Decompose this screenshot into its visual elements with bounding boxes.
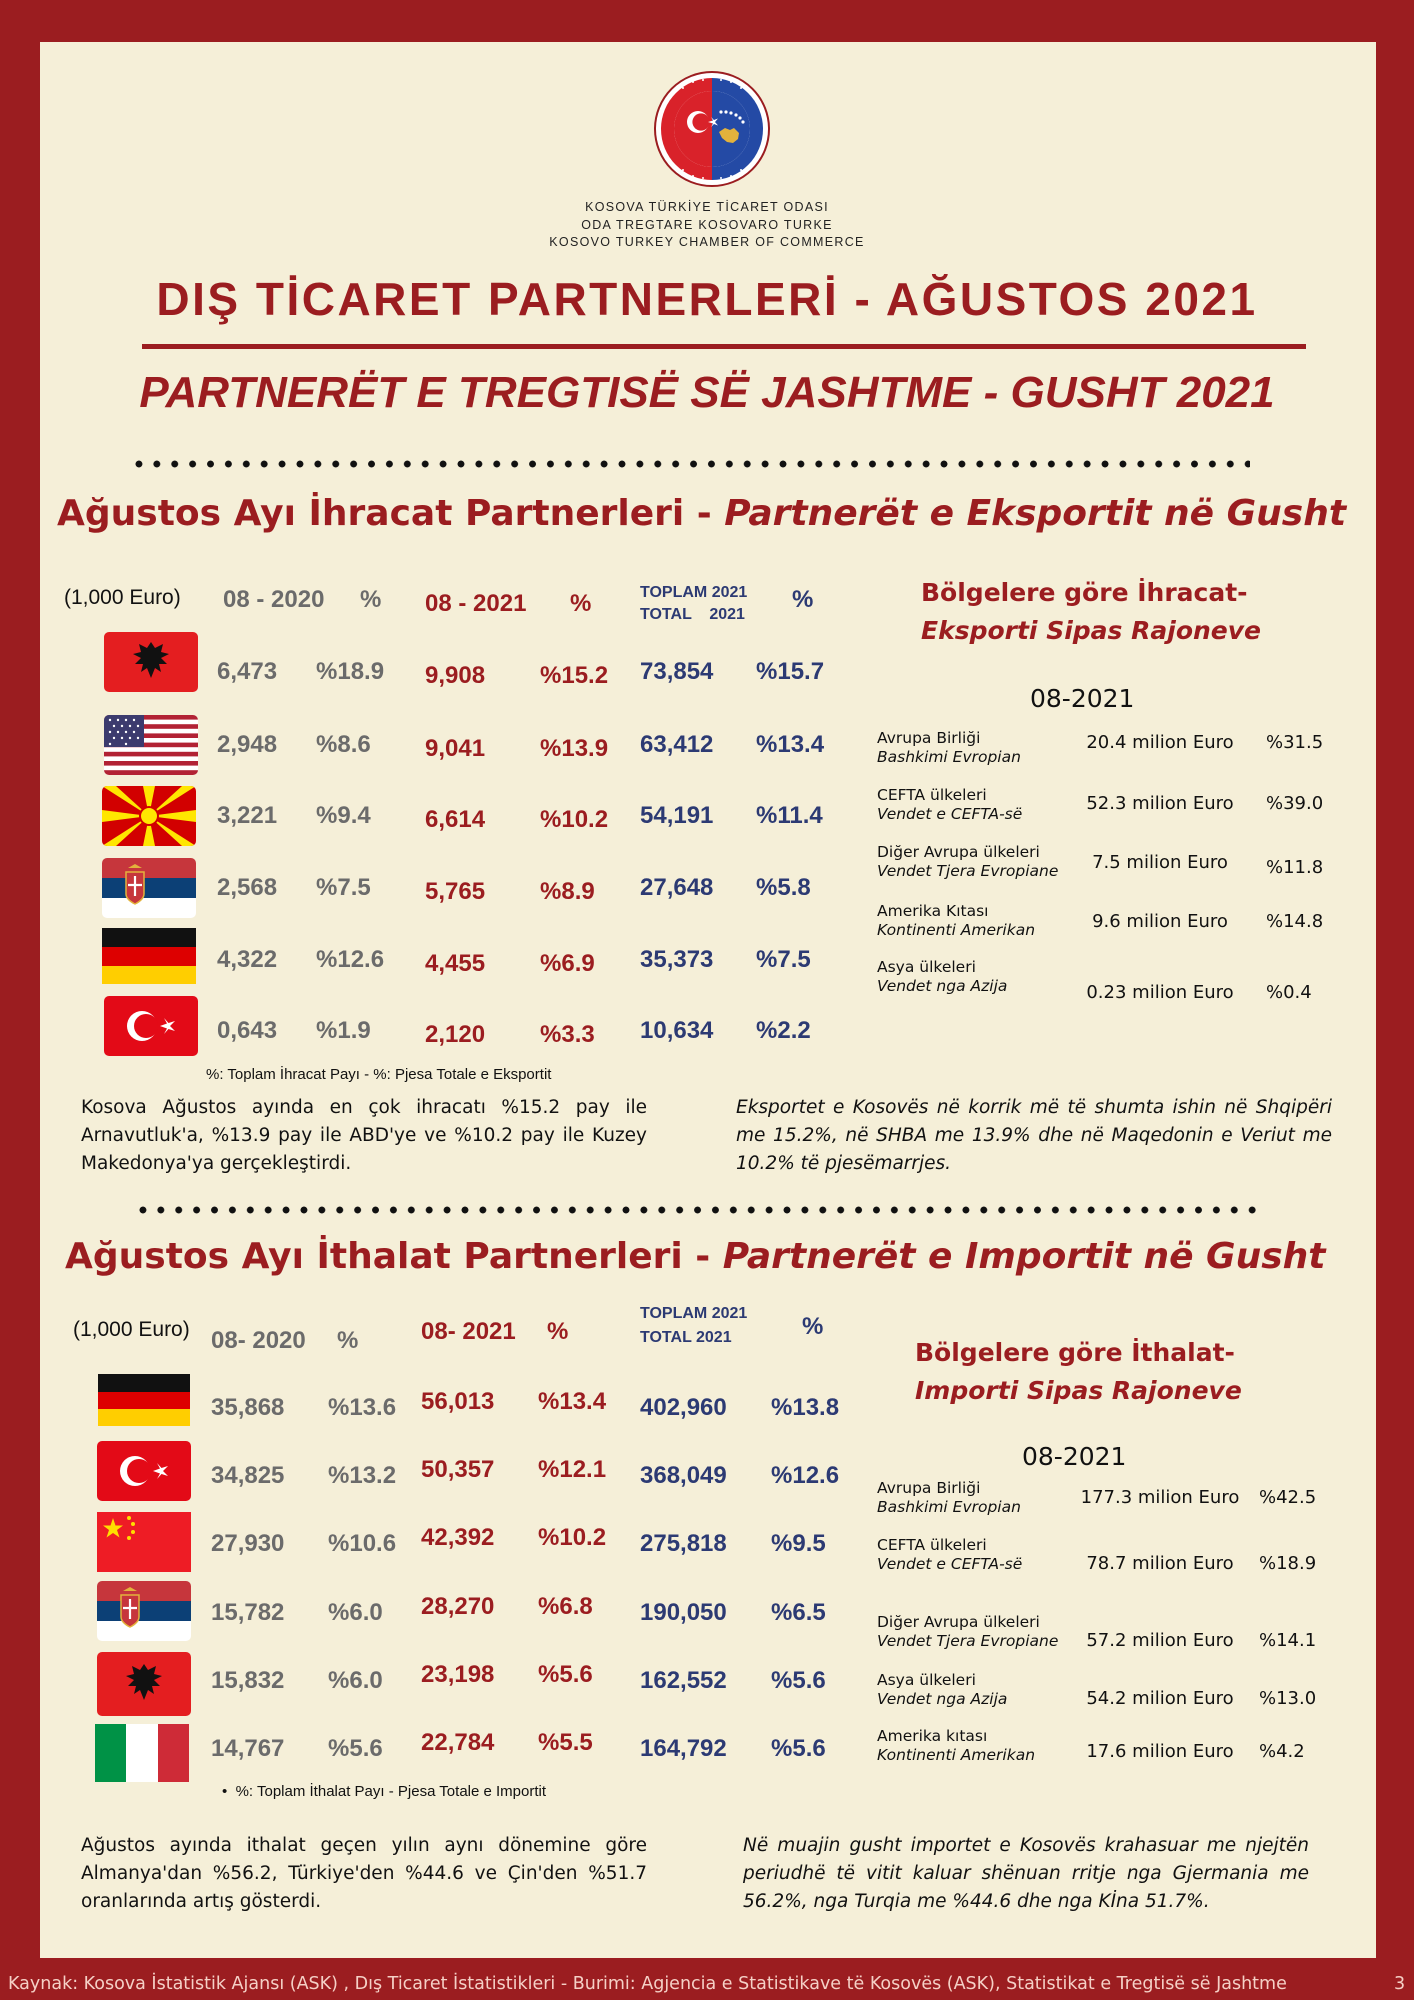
imports-header-total-sq: TOTAL 2021 [640,1329,732,1346]
pct-2021: %10.2 [538,1524,607,1551]
imports-header-pct-2021: % [547,1318,569,1345]
value-2021: 50,357 [421,1456,495,1483]
region-name [877,1479,1021,1517]
total-2021: 54,191 [640,802,714,829]
region-value: 78.7 milion Euro [1086,1553,1234,1574]
region-name-tr: Avrupa Birliği [877,1479,981,1497]
value-2020: 27,930 [211,1530,285,1557]
pct-2021: %5.5 [538,1729,593,1756]
turkey-flag [97,1441,191,1501]
albania-flag [97,1652,191,1716]
region-value: 54.2 milion Euro [1086,1688,1234,1709]
exports-header-pct-2021: % [570,590,592,617]
total-2021: 275,818 [640,1530,727,1557]
dotted-divider [130,459,1250,469]
exports-header-2021: 08 - 2021 [425,590,527,617]
imports-summary-tr: Ağustos ayında ithalat geçen yılın aynı dönemine göre Almanya'dan %56.2, Türkiye'den %44.6 ve Çin'den %51.7 oranlarında artış gösterdi. [81,1835,647,1912]
exports-region-title-tr: Bölgelere göre İhracat- [921,578,1248,607]
exports-title-tr: Ağustos Ayı İhracat Partnerleri - [57,493,725,534]
region-name-tr: CEFTA ülkeleri [877,786,987,804]
region-share: %39.0 [1266,793,1324,814]
pct-total: %5.6 [771,1735,826,1762]
exports-region-period: 08-2021 [1030,684,1135,713]
pct-2020: %1.9 [316,1017,371,1044]
region-name-sq: Bashkimi Evropian [877,748,1021,766]
value-2021: 9,908 [425,662,486,689]
pct-total: %2.2 [756,1017,811,1044]
chamber-logo [653,70,771,188]
imports-note-text: %: Toplam İthalat Payı - Pjesa Totale e Importit [235,1783,547,1800]
region-value: 17.6 milion Euro [1086,1741,1234,1762]
imports-region-title-tr: Bölgelere göre İthalat- [915,1338,1235,1367]
region-value: 177.3 milion Euro [1080,1487,1240,1508]
value-2020: 4,322 [217,946,278,973]
pct-total: %11.4 [756,802,823,829]
exports-header-total-sq: TOTAL 2021 [640,606,745,623]
region-value: 7.5 milion Euro [1092,852,1228,873]
exports-header-pct-2020: % [360,586,382,613]
value-2020: 15,782 [211,1599,285,1626]
italy-flag [95,1724,189,1782]
pct-2021: %12.1 [538,1456,607,1483]
china-flag [97,1512,191,1572]
region-share: %0.4 [1266,982,1312,1003]
pct-2020: %7.5 [316,874,371,901]
pct-2020: %9.4 [316,802,371,829]
region-name-tr: CEFTA ülkeleri [877,1536,987,1554]
value-2021: 28,270 [421,1593,495,1620]
pct-2020: %13.2 [328,1462,397,1489]
region-name-tr: Diğer Avrupa ülkeleri [877,1613,1040,1631]
total-2021: 164,792 [640,1735,727,1762]
pct-2021: %10.2 [540,806,609,833]
pct-total: %6.5 [771,1599,826,1626]
value-2020: 6,473 [217,658,278,685]
pct-2020: %18.9 [316,658,385,685]
region-share: %14.8 [1266,911,1324,932]
pct-2021: %13.9 [540,735,609,762]
region-share: %4.2 [1259,1741,1305,1762]
value-2021: 23,198 [421,1661,495,1688]
pct-2021: %15.2 [540,662,609,689]
region-name-sq: Bashkimi Evropian [877,1498,1021,1516]
imports-header-pct-2020: % [337,1327,359,1354]
region-name-sq: Vendet nga Azija [877,1690,1008,1708]
imports-header-2020: 08- 2020 [211,1327,306,1354]
exports-region-title [921,574,1261,650]
imports-header-2021: 08- 2021 [421,1318,516,1345]
pct-2020: %12.6 [316,946,385,973]
page-title-tr: DIŞ TİCARET PARTNERLERİ - AĞUSTOS 2021 [156,273,1258,325]
region-name-tr: Amerika Kıtası [877,902,989,920]
imports-region-period: 08-2021 [1022,1442,1127,1471]
source-footer: Kaynak: Kosova İstatistik Ajansı (ASK) , Dış Ticaret İstatistikleri - Burimi: Agjencia e Statistikave të Kosovës (ASK), Statistikat e Tregtisë së Jashtme [8,1974,1287,1994]
pct-total: %5.6 [771,1667,826,1694]
pct-total: %5.8 [756,874,811,901]
exports-section-title [57,493,1346,534]
region-name [877,1536,1022,1574]
pct-total: %9.5 [771,1530,826,1557]
imports-region-title [915,1334,1242,1410]
pct-2020: %6.0 [328,1599,383,1626]
region-name-sq: Kontinenti Amerikan [877,1746,1036,1764]
value-2020: 0,643 [217,1017,278,1044]
region-value: 0.23 milion Euro [1086,982,1234,1003]
region-name [877,1613,1058,1651]
value-2021: 22,784 [421,1729,495,1756]
region-name [877,958,1007,996]
imports-note [222,1783,546,1800]
total-2021: 162,552 [640,1667,727,1694]
value-2020: 2,948 [217,731,278,758]
exports-summary-sq: Eksportet e Kosovës në korrik më të shumta ishin në Shqipëri me 15.2%, në SHBA me 13.9% dhe në Maqedonin e Veriut me 10.2% të pjesëmarrjes. [736,1097,1332,1174]
pct-total: %13.4 [756,731,825,758]
usa-flag [104,715,198,775]
pct-total: %15.7 [756,658,825,685]
value-2021: 2,120 [425,1021,486,1048]
title-divider [142,344,1306,349]
region-name [877,843,1058,881]
pct-2020: %5.6 [328,1735,383,1762]
value-2020: 2,568 [217,874,278,901]
value-2020: 14,767 [211,1735,285,1762]
pct-2021: %6.8 [538,1593,593,1620]
pct-2021: %3.3 [540,1021,595,1048]
value-2020: 15,832 [211,1667,285,1694]
total-2021: 190,050 [640,1599,727,1626]
region-name [877,1671,1007,1709]
germany-flag [98,1374,192,1434]
exports-header-pct-total: % [792,586,814,613]
region-value: 52.3 milion Euro [1086,793,1234,814]
org-name-en: KOSOVO TURKEY CHAMBER OF COMMERCE [549,235,865,249]
region-name-sq: Vendet Tjera Evropiane [877,1632,1059,1650]
imports-section-title [65,1236,1325,1277]
region-value: 57.2 milion Euro [1086,1630,1234,1651]
pct-total: %13.8 [771,1394,840,1421]
imports-header-pct-total: % [802,1313,824,1340]
region-share: %31.5 [1266,732,1324,753]
imports-summary-sq: Në muajin gusht importet e Kosovës krahasuar me njejtën periudhë të vitit kaluar shënuan rritje nga Gjermania me 56.2%, nga Turqia me %44.6 dhe nga Kİna 51.7%. [743,1835,1309,1912]
region-share: %14.1 [1259,1630,1317,1651]
exports-summary-tr: Kosova Ağustos ayında en çok ihracatı %15.2 pay ile Arnavutluk'a, %13.9 pay ile ABD'ye ve %10.2 pay ile Kuzey Makedonya'ya gerçekleştirdi. [81,1097,647,1174]
exports-header-2020: 08 - 2020 [223,586,325,613]
value-2021: 42,392 [421,1524,495,1551]
value-2021: 6,614 [425,806,486,833]
turkey-flag [104,996,198,1056]
exports-note: %: Toplam İhracat Payı - %: Pjesa Totale e Eksportit [206,1066,552,1083]
dotted-divider [134,1205,1260,1215]
region-name-sq: Vendet Tjera Evropiane [877,862,1059,880]
region-name [877,1727,1035,1765]
region-name-sq: Vendet e CEFTA-së [877,1555,1023,1573]
pct-2021: %5.6 [538,1661,593,1688]
pct-2021: %8.9 [540,878,595,905]
value-2021: 56,013 [421,1388,495,1415]
value-2021: 4,455 [425,950,486,977]
region-name-tr: Avrupa Birliği [877,729,981,747]
org-name-tr: KOSOVA TÜRKİYE TİCARET ODASI [585,200,829,214]
value-2021: 9,041 [425,735,486,762]
region-name-sq: Vendet e CEFTA-së [877,805,1023,823]
total-2021: 402,960 [640,1394,727,1421]
pct-total: %12.6 [771,1462,840,1489]
exports-title-sq: Partnerët e Eksportit në Gusht [724,493,1347,534]
region-name-tr: Asya ülkeleri [877,958,976,976]
exports-unit-label: (1,000 Euro) [64,586,181,609]
value-2020: 34,825 [211,1462,285,1489]
page-number: 3 [1394,1974,1406,1994]
pct-total: %7.5 [756,946,811,973]
imports-title-sq: Partnerët e Importit në Gusht [722,1236,1326,1277]
pct-2020: %6.0 [328,1667,383,1694]
exports-header-total-tr: TOPLAM 2021 [640,584,748,601]
pct-2020: %10.6 [328,1530,397,1557]
region-share: %13.0 [1259,1688,1317,1709]
pct-2021: %13.4 [538,1388,607,1415]
total-2021: 27,648 [640,874,714,901]
region-share: %18.9 [1259,1553,1317,1574]
region-name [877,786,1022,824]
org-name-sq: ODA TREGTARE KOSOVARO TURKE [581,218,833,232]
region-name-tr: Asya ülkeleri [877,1671,976,1689]
albania-flag [104,632,198,692]
value-2021: 5,765 [425,878,486,905]
region-name-sq: Kontinenti Amerikan [877,921,1036,939]
page-title-sq: PARTNERËT E TREGTISË SË JASHTME - GUSHT 2021 [139,368,1275,417]
region-name-sq: Vendet nga Azija [877,977,1008,995]
region-value: 20.4 milion Euro [1086,732,1234,753]
region-name-tr: Amerika kıtası [877,1727,988,1745]
region-name-tr: Diğer Avrupa ülkeleri [877,843,1040,861]
serbia-flag [102,858,196,918]
germany-flag [102,928,196,988]
value-2020: 35,868 [211,1394,285,1421]
pct-2020: %13.6 [328,1394,397,1421]
imports-header-total-tr: TOPLAM 2021 [640,1305,748,1322]
north-macedonia-flag [102,786,196,846]
region-value: 9.6 milion Euro [1092,911,1228,932]
total-2021: 63,412 [640,731,714,758]
total-2021: 368,049 [640,1462,727,1489]
bullet-icon: • [222,1783,236,1800]
region-share: %42.5 [1259,1487,1317,1508]
total-2021: 10,634 [640,1017,714,1044]
imports-region-title-sq: Importi Sipas Rajoneve [915,1376,1242,1405]
region-name [877,902,1035,940]
imports-unit-label: (1,000 Euro) [73,1318,190,1341]
pct-2021: %6.9 [540,950,595,977]
total-2021: 35,373 [640,946,714,973]
imports-title-tr: Ağustos Ayı İthalat Partnerleri - [65,1236,723,1277]
region-name [877,729,1021,767]
value-2020: 3,221 [217,802,278,829]
total-2021: 73,854 [640,658,714,685]
pct-2020: %8.6 [316,731,371,758]
region-share: %11.8 [1266,857,1324,878]
exports-region-title-sq: Eksporti Sipas Rajoneve [921,616,1262,645]
serbia-flag [97,1581,191,1641]
